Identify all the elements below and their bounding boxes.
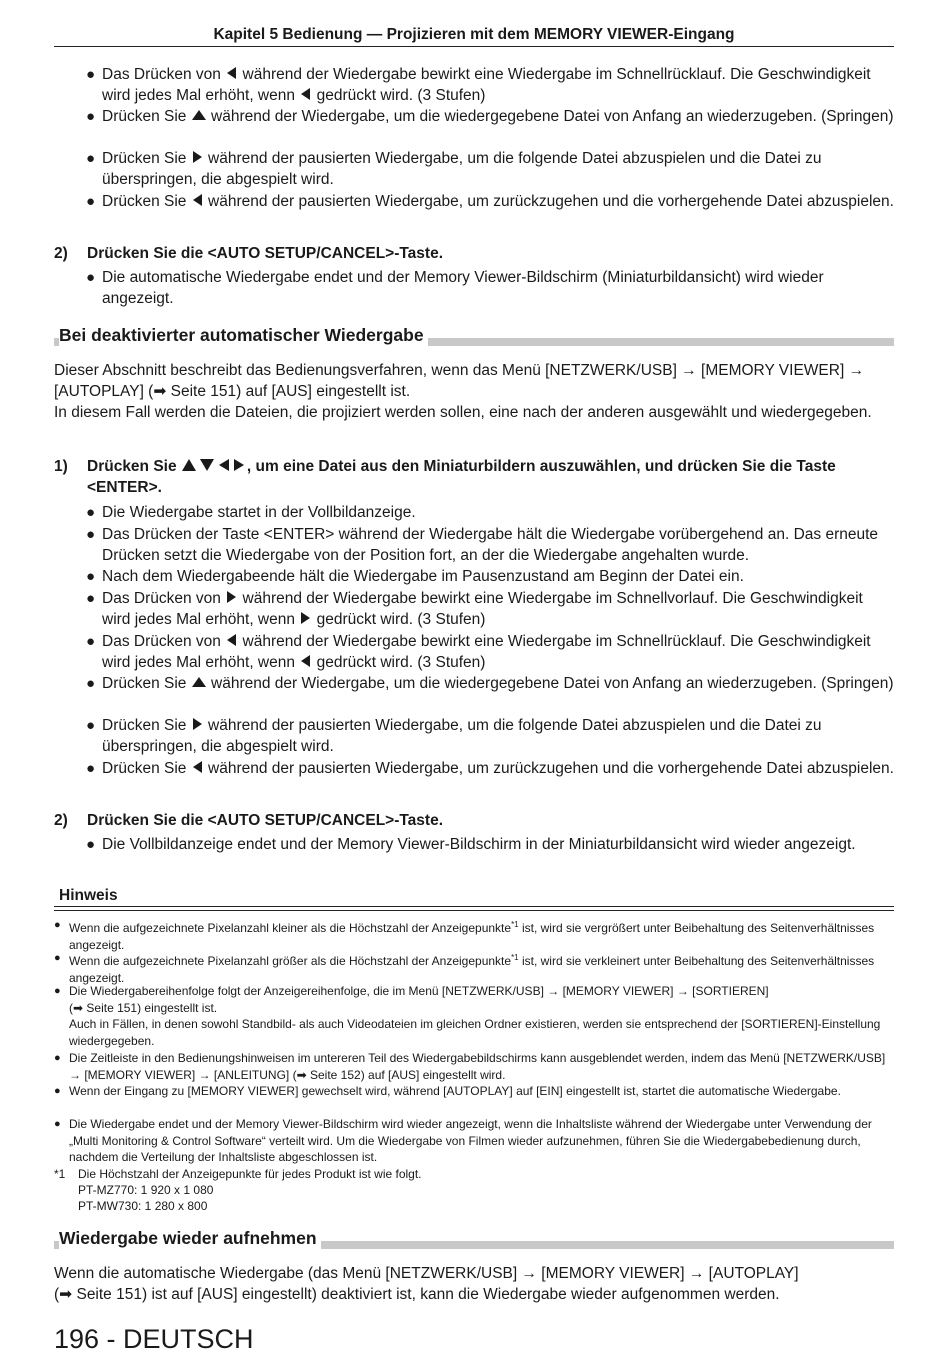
- divider: [54, 906, 894, 907]
- bullet-icon: ●: [54, 919, 61, 931]
- left-arrow-icon: [191, 193, 204, 207]
- step-number: 2): [54, 245, 68, 262]
- up-arrow-icon: [191, 675, 207, 689]
- bullet-icon: ●: [86, 269, 96, 286]
- up-arrow-icon: [191, 108, 207, 122]
- step-number: 1): [54, 458, 68, 475]
- page-reference-icon: ➡: [59, 1286, 73, 1303]
- bullet-icon: ●: [86, 568, 96, 585]
- bullet-icon: ●: [86, 504, 96, 521]
- note-item: ● Wenn der Eingang zu [MEMORY VIEWER] gewechselt wird, während [AUTOPLAY] auf [EIN] eingestellt ist, startet die automatische Wiedergabe.: [54, 1084, 841, 1098]
- note-item: ● Wenn die aufgezeichnete Pixelanzahl größer als die Höchstzahl der Anzeigepunkte$^{*1}$ ist, wird sie verkleinert unter Beibehaltung des Seitenverhältnisses angezeigt.: [54, 952, 875, 985]
- divider: [54, 910, 894, 911]
- right-arrow-icon: [225, 590, 238, 604]
- page-footer: 196 - DEUTSCH: [54, 1324, 254, 1354]
- arrow-right-icon: →: [681, 362, 697, 379]
- step-number: 2): [54, 812, 68, 829]
- section-paragraph: In diesem Fall werden die Dateien, die projiziert werden sollen, eine nach der anderen ausgewählt und wiedergegeben.: [54, 404, 872, 421]
- bullet-icon: ●: [86, 150, 96, 167]
- left-arrow-icon: [299, 87, 312, 101]
- step-text: Drücken Sie die <AUTO SETUP/CANCEL>-Taste.: [87, 812, 444, 829]
- left-arrow-icon: [225, 633, 238, 647]
- bullet-icon: ●: [54, 985, 61, 997]
- arrow-right-icon: →: [848, 362, 865, 379]
- section-paragraph: Wenn die automatische Wiedergabe (das Menü [NETZWERK/USB] → [MEMORY VIEWER] → [AUTOPLAY] (➡ Seite 151) ist auf [AUS] eingestellt) deaktiviert ist, kann die Wiedergabe wieder aufgenommen werden.: [54, 1265, 799, 1303]
- step-2-bullet: ● Die Vollbildanzeige endet und der Memory Viewer-Bildschirm in der Miniaturbildansicht wird wieder angezeigt.: [86, 836, 856, 853]
- bullet-item: ● Drücken Sie während der pausierten Wiedergabe, um zurückzugehen und die vorhergehende Datei abzuspielen.: [86, 760, 894, 777]
- step-2-bullet: ● Die automatische Wiedergabe endet und der Memory Viewer-Bildschirm (Miniaturbildansicht) wird wieder angezeigt.: [86, 269, 824, 307]
- arrow-right-icon: →: [547, 984, 560, 998]
- note-item: ● Die Zeitleiste in den Bedienungshinweisen im untereren Teil des Wiedergabebildschirms kann ausgeblendet werden, indem das Menü [NETZWERK/USB] → [MEMORY VIEWER] → [ANLEITUNG] (➡ Seite 152) auf [AUS] eingestellt wird.: [54, 1051, 886, 1082]
- page-reference-icon: ➡: [296, 1067, 307, 1082]
- section-heading-resume-playback: [54, 1227, 894, 1249]
- bullet-item: ● Drücken Sie während der pausierten Wiedergabe, um die folgende Datei abzuspielen und die Datei zu überspringen, die abgespielt wird.: [86, 150, 822, 188]
- arrow-right-icon: →: [676, 984, 689, 998]
- section-title: Bei deaktivierter automatischer Wiedergabe: [59, 324, 428, 346]
- note-item: ● Die Wiedergabe endet und der Memory Viewer-Bildschirm wird wieder angezeigt, wenn die Inhaltsliste während der Wiedergabe unter Verwendung der „Multi Monitoring & Control Software“ verteilt wird. Um die Wiedergabe von Filmen wieder aufzunehmen, führen Sie die Wiedergabebedienung durch, nachdem die Verteilung der Inhaltsliste abgeschlossen ist.: [54, 1117, 872, 1164]
- bullet-item: ● Das Drücken von während der Wiedergabe bewirkt eine Wiedergabe im Schnellrücklauf. Die Geschwindigkeit wird jedes Mal erhöht, wenn gedrückt wird. (3 Stufen): [86, 66, 871, 104]
- bullet-icon: ●: [54, 952, 61, 964]
- bullet-icon: ●: [54, 1118, 61, 1130]
- right-arrow-icon: [191, 717, 204, 731]
- bullet-icon: ●: [54, 1085, 61, 1097]
- page-reference-icon: ➡: [153, 383, 167, 400]
- arrow-right-icon: →: [688, 1265, 705, 1282]
- chapter-header: Kapitel 5 Bedienung — Projizieren mit dem MEMORY VIEWER-Eingang: [54, 24, 894, 47]
- bullet-icon: ●: [86, 633, 96, 650]
- left-arrow-icon: [191, 760, 204, 774]
- section-title: Wiedergabe wieder aufnehmen: [59, 1227, 321, 1249]
- step-1-select-file: 1) Drücken Sie , um eine Datei aus den Miniaturbildern auszuwählen, und drücken Sie die Taste <ENTER>.: [54, 458, 836, 496]
- bullet-item: ● Das Drücken von während der Wiedergabe bewirkt eine Wiedergabe im Schnellrücklauf. Die Geschwindigkeit wird jedes Mal erhöht, wenn gedrückt wird. (3 Stufen): [86, 633, 871, 671]
- arrow-right-icon: →: [69, 1067, 81, 1082]
- note-title: Hinweis: [59, 887, 118, 904]
- bullet-icon: ●: [86, 108, 96, 125]
- arrow-right-icon: →: [521, 1265, 537, 1282]
- direction-arrows-icon: [181, 458, 247, 472]
- section-intro-paragraph: Dieser Abschnitt beschreibt das Bedienungsverfahren, wenn das Menü [NETZWERK/USB] → [MEMORY VIEWER] → [AUTOPLAY] (➡ Seite 151) auf [AUS] eingestellt ist.: [54, 362, 865, 400]
- bullet-icon: ●: [86, 590, 96, 607]
- note-heading: [54, 886, 894, 908]
- right-arrow-icon: [191, 150, 204, 164]
- page-reference-icon: ➡: [73, 1000, 84, 1015]
- bullet-item: ● Drücken Sie während der pausierten Wiedergabe, um die folgende Datei abzuspielen und die Datei zu überspringen, die abgespielt wird.: [86, 717, 822, 755]
- left-arrow-icon: [225, 66, 238, 80]
- bullet-icon: ●: [86, 760, 96, 777]
- bullet-item: ● Das Drücken von während der Wiedergabe bewirkt eine Wiedergabe im Schnellvorlauf. Die Geschwindigkeit wird jedes Mal erhöht, wenn gedrückt wird. (3 Stufen): [86, 590, 863, 628]
- left-arrow-icon: [299, 654, 312, 668]
- bullet-icon: ●: [86, 836, 96, 853]
- bullet-icon: ●: [86, 526, 96, 543]
- bullet-item: ● Drücken Sie während der pausierten Wiedergabe, um zurückzugehen und die vorhergehende Datei abzuspielen.: [86, 193, 894, 210]
- bullet-icon: ●: [54, 1052, 61, 1064]
- bullet-icon: ●: [86, 717, 96, 734]
- section-heading-deactivated-autoplay: [54, 324, 894, 346]
- footnote-label: *1: [54, 1167, 66, 1181]
- step-2-auto-setup: [54, 810, 894, 831]
- bullet-item: ● Drücken Sie während der Wiedergabe, um die wiedergegebene Datei von Anfang an wiederzugeben. (Springen): [86, 108, 894, 125]
- bullet-icon: ●: [86, 675, 96, 692]
- bullet-item: ● Die Wiedergabe startet in der Vollbildanzeige.: [86, 504, 416, 521]
- bullet-icon: ●: [86, 193, 96, 210]
- note-item: ● Die Wiedergabereihenfolge folgt der Anzeigereihenfolge, die im Menü [NETZWERK/USB] → [MEMORY VIEWER] → [SORTIEREN] (➡ Seite 151) eingestellt ist. Auch in Fällen, in denen sowohl Standbild- als auch Videodateien im gleichen Ordner existieren, werden sie entsprechend der [SORTIEREN]-Einstellung wiedergegeben.: [54, 984, 881, 1048]
- step-2-auto-setup: [54, 243, 894, 264]
- note-item: ● Wenn die aufgezeichnete Pixelanzahl kleiner als die Höchstzahl der Anzeigepunkte$^{*1}$ ist, wird sie vergrößert unter Beibehaltung des Seitenverhältnisses angezeigt.: [54, 919, 875, 952]
- bullet-item: ● Nach dem Wiedergabeende hält die Wiedergabe im Pausenzustand am Beginn der Datei ein.: [86, 568, 744, 585]
- bullet-item: ● Das Drücken der Taste <ENTER> während der Wiedergabe hält die Wiedergabe vorübergehend an. Das erneute Drücken setzt die Wiedergabe von der Position fort, an der die Wiedergabe angehalten wurde.: [86, 526, 879, 564]
- bullet-item: ● Drücken Sie während der Wiedergabe, um die wiedergegebene Datei von Anfang an wiederzugeben. (Springen): [86, 675, 894, 692]
- footnote: *1 Die Höchstzahl der Anzeigepunkte für jedes Produkt ist wie folgt. PT-MZ770: 1 920 x 1 080 PT-MW730: 1 280 x 800: [54, 1167, 422, 1213]
- arrow-right-icon: →: [198, 1067, 211, 1082]
- step-text: Drücken Sie die <AUTO SETUP/CANCEL>-Taste.: [87, 245, 444, 262]
- bullet-icon: ●: [86, 66, 96, 83]
- right-arrow-icon: [299, 611, 312, 625]
